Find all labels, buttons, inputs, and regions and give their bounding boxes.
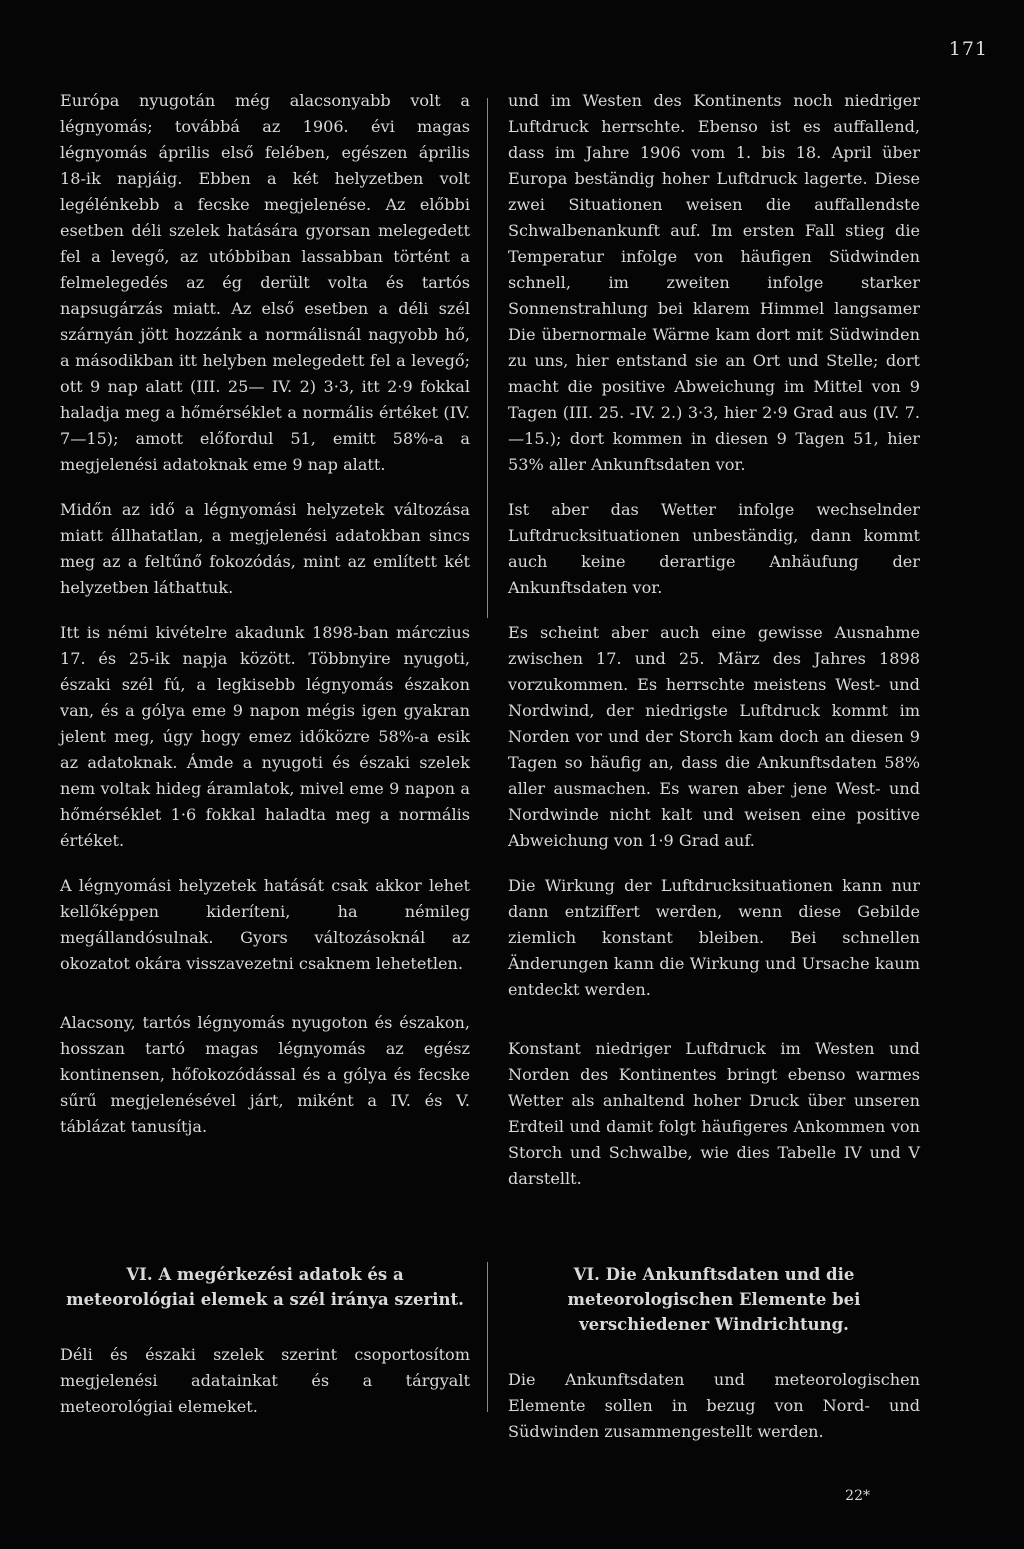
left-paragraph-1: Európa nyugotán még alacsonyabb volt a légnyomás; továbbá az 1906. évi magas légnyomás április első felében, egészen április 18-ik napjáig. Ebben a két helyzetben volt legélénkebb a fecske megjelenése. Az előbbi esetben déli szelek hatására gyorsan melegedett fel a levegő, az utóbbiban lassabban történt a felmelegedés az ég derült volta és tartós napsugárzás miatt. Az első esetben a déli szél szárnyán jött hozzánk a normálisnál nagyobb hő, a másodikban itt helyben melegedett fel a levegő; ott 9 nap alatt (III. 25— IV. 2) 3·3, itt 2·9 fokkal haladja meg a hőmérséklet a normális értéket (IV. 7—15); amott előfordul 51, emitt 58%-a a megjelenési adatoknak eme 9 nap alatt. <box>60 91 470 474</box>
left-paragraph-3: Itt is némi kivételre akadunk 1898-ban márczius 17. és 25-ik napja között. Többnyire nyugoti, északi szél fú, a legkisebb légnyomás északon van, és a gólya eme 9 napon mégis igen gyakran jelent meg, úgy hogy emez időközre 58%-a esik az adatoknak. Ámde a nyugoti és északi szelek nem voltak hideg áramlatok, mivel eme 9 napon a hőmérséklet 1·6 fokkal haladta meg a normális értéket. <box>60 623 470 850</box>
left-section-vi <box>60 1262 470 1439</box>
right-section-heading: VI. Die Ankunftsdaten und die meteorologischen Elemente bei verschiedener Windrichtung. <box>567 1265 861 1334</box>
right-paragraph-3: Es scheint aber auch eine gewisse Ausnahme zwischen 17. und 25. März des Jahres 1898 vorzukommen. Es herrschte meistens West- und Nordwind, der niedrigste Luftdruck kommt im Norden vor und der Storch kam doch an diesen 9 Tagen so häufig an, dass die Ankunftsdaten 58% aller ausmachen. Es waren aber jene West- und Nordwinde nicht kalt und weisen eine positive Abweichung von 1·9 Grad auf. <box>508 623 920 850</box>
right-paragraph-1: und im Westen des Kontinents noch niedriger Luftdruck herrschte. Ebenso ist es auffallend, dass im Jahre 1906 vom 1. bis 18. April über Europa beständig hoher Luftdruck lagerte. Diese zwei Situationen weisen die auffallendste Schwalbenankunft auf. Im ersten Fall stieg die Temperatur infolge von häufigen Südwinden schnell, im zweiten infolge starker Sonnenstrahlung bei klarem Himmel langsamer Die übernormale Wärme kam dort mit Südwinden zu uns, hier entstand sie an Ort und Stelle; dort macht die positive Abweichung im Mittel von 9 Tagen (III. 25. -IV. 2.) 3·3, hier 2·9 Grad aus (IV. 7.—15.); dort kommen in diesen 9 Tagen 51, hier 53% aller Ankunftsdaten vor. <box>508 91 920 474</box>
right-paragraph-2: Ist aber das Wetter infolge wechselnder Luftdrucksituationen unbeständig, dann kommt auch keine derartige Anhäufung der Ankunftsdaten vor. <box>508 500 920 597</box>
right-paragraph-5: Konstant niedriger Luftdruck im Westen und Norden des Kontinentes bringt ebenso warmes Wetter als anhaltend hoher Druck über unseren Erdteil und damit folgt häufigeres Ankommen von Storch und Schwalbe, wie dies Tabelle IV und V darstellt. <box>508 1039 920 1188</box>
left-paragraph-4: A légnyomási helyzetek hatását csak akkor lehet kellőképpen kideríteni, ha némileg megállandósulnak. Gyors változásoknál az okozatot okára visszavezetni csaknem lehetetlen. <box>60 876 470 973</box>
left-column-text <box>60 88 470 1159</box>
signature-mark: 22* <box>845 1488 870 1504</box>
right-section-paragraph: Die Ankunftsdaten und meteorologischen Elemente sollen in bezug von Nord- und Südwinden zusammengestellt werden. <box>508 1370 920 1441</box>
right-paragraph-4: Die Wirkung der Luftdrucksituationen kann nur dann entziffert werden, wenn diese Gebilde ziemlich konstant bleiben. Bei schnellen Änderungen kann die Wirkung und Ursache kaum entdeckt werden. <box>508 876 920 999</box>
left-paragraph-5: Alacsony, tartós légnyomás nyugoton és északon, hosszan tartó magas légnyomás az egész kontinensen, hőfokozódással és a gólya és fecske sűrű megjelenésével járt, miként a IV. és V. táblázat tanusítja. <box>60 1013 470 1136</box>
right-column-text <box>508 88 920 1211</box>
left-paragraph-2: Midőn az idő a légnyomási helyzetek változása miatt állhatatlan, a megjelenési adatokban sincs meg az a feltűnő fokozódás, mint az említett két helyzetben láthattuk. <box>60 500 470 597</box>
column-divider-top <box>487 98 488 618</box>
left-section-heading: VI. A megérkezési adatok és a meteorológiai elemek a szél iránya szerint. <box>66 1265 464 1309</box>
column-divider-bottom <box>487 1262 488 1412</box>
right-section-vi <box>508 1262 920 1464</box>
left-section-paragraph: Déli és északi szelek szerint csoportosítom megjelenési adatainkat és a tárgyalt meteorológiai elemeket. <box>60 1345 470 1416</box>
page-number: 171 <box>948 38 988 60</box>
